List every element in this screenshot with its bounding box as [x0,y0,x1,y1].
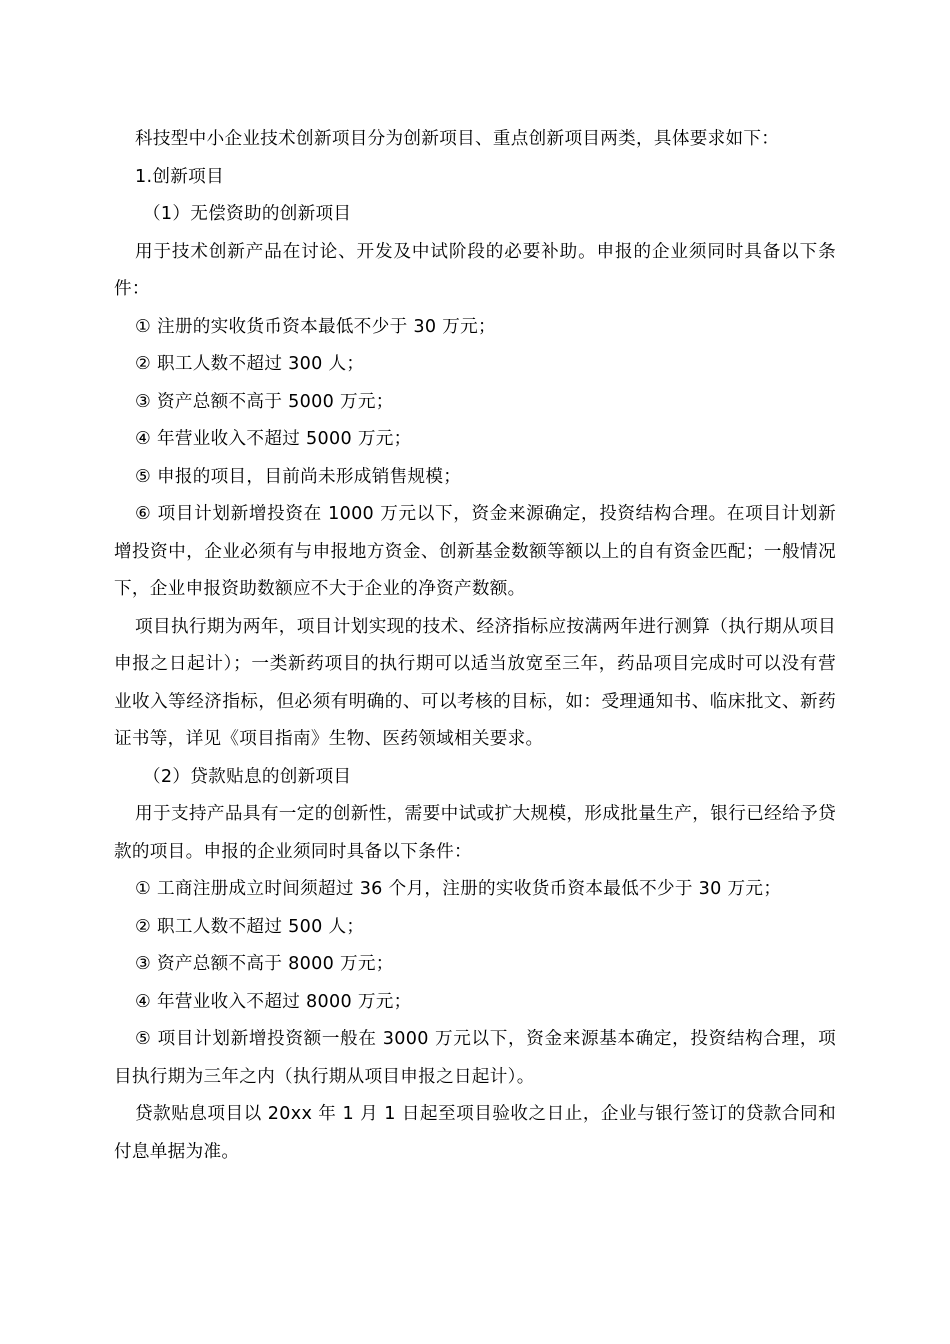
grant-condition-3: ③ 资产总额不高于 5000 万元； [135,391,394,412]
subsection-heading-grant-projects: （1）无偿资助的创新项目 [143,204,352,224]
loan-condition-3: ③ 资产总额不高于 8000 万元； [135,954,394,974]
loan-condition-4: ④ 年营业收入不超过 8000 万元； [135,991,412,1012]
grant-condition-5: ⑤ 申报的项目，目前尚未形成销售规模； [135,466,462,487]
subsection-heading-loan-interest-projects: （2）贷款贴息的创新项目 [143,766,352,787]
grant-condition-4: ④ 年营业收入不超过 5000 万元； [135,429,412,449]
grant-condition-1: ① 注册的实收货币资本最低不少于 30 万元； [135,316,496,337]
loan-interest-period-paragraph: 贷款贴息项目以 20xx 年 1 月 1 日起至项目验收之日止，企业与银行签订的贷款合同和付息单据为准。 [114,1104,836,1162]
grant-execution-period-paragraph: 项目执行期为两年，项目计划实现的技术、经济指标应按满两年进行测算（执行期从项目申报之日起计）；一类新药项目的执行期可以适当放宽至三年，药品项目完成时可以没有营业收入等经济指标，但必须有明确的、可以考核的目标，如：受理通知书、临床批文、新药证书等，详见《项目指南》生物、医药领域相关要求。 [114,616,836,749]
loan-purpose-paragraph: 用于支持产品具有一定的创新性，需要中试或扩大规模，形成批量生产，银行已经给予贷款的项目。申报的企业须同时具备以下条件： [114,804,836,862]
grant-condition-2: ② 职工人数不超过 300 人； [135,354,365,374]
intro-paragraph: 科技型中小企业技术创新项目分为创新项目、重点创新项目两类，具体要求如下： [135,129,780,149]
grant-condition-6: ⑥ 项目计划新增投资在 1000 万元以下，资金来源确定，投资结构合理。在项目计划新增投资中，企业必须有与申报地方资金、创新基金数额等额以上的自有资金匹配；一般情况下，企业申报资助数额应不大于企业的净资产数额。 [114,504,836,599]
loan-condition-2: ② 职工人数不超过 500 人； [135,916,365,937]
loan-condition-5: ⑤ 项目计划新增投资额一般在 3000 万元以下，资金来源基本确定，投资结构合理，项目执行期为三年之内（执行期从项目申报之日起计）。 [114,1029,836,1087]
grant-purpose-paragraph: 用于技术创新产品在讨论、开发及中试阶段的必要补助。申报的企业须同时具备以下条件： [114,241,836,299]
document-body [114,121,836,1171]
section-heading-innovation-projects: 1.创新项目 [135,166,224,187]
loan-condition-1: ① 工商注册成立时间须超过 36 个月，注册的实收货币资本最低不少于 30 万元； [135,879,782,899]
